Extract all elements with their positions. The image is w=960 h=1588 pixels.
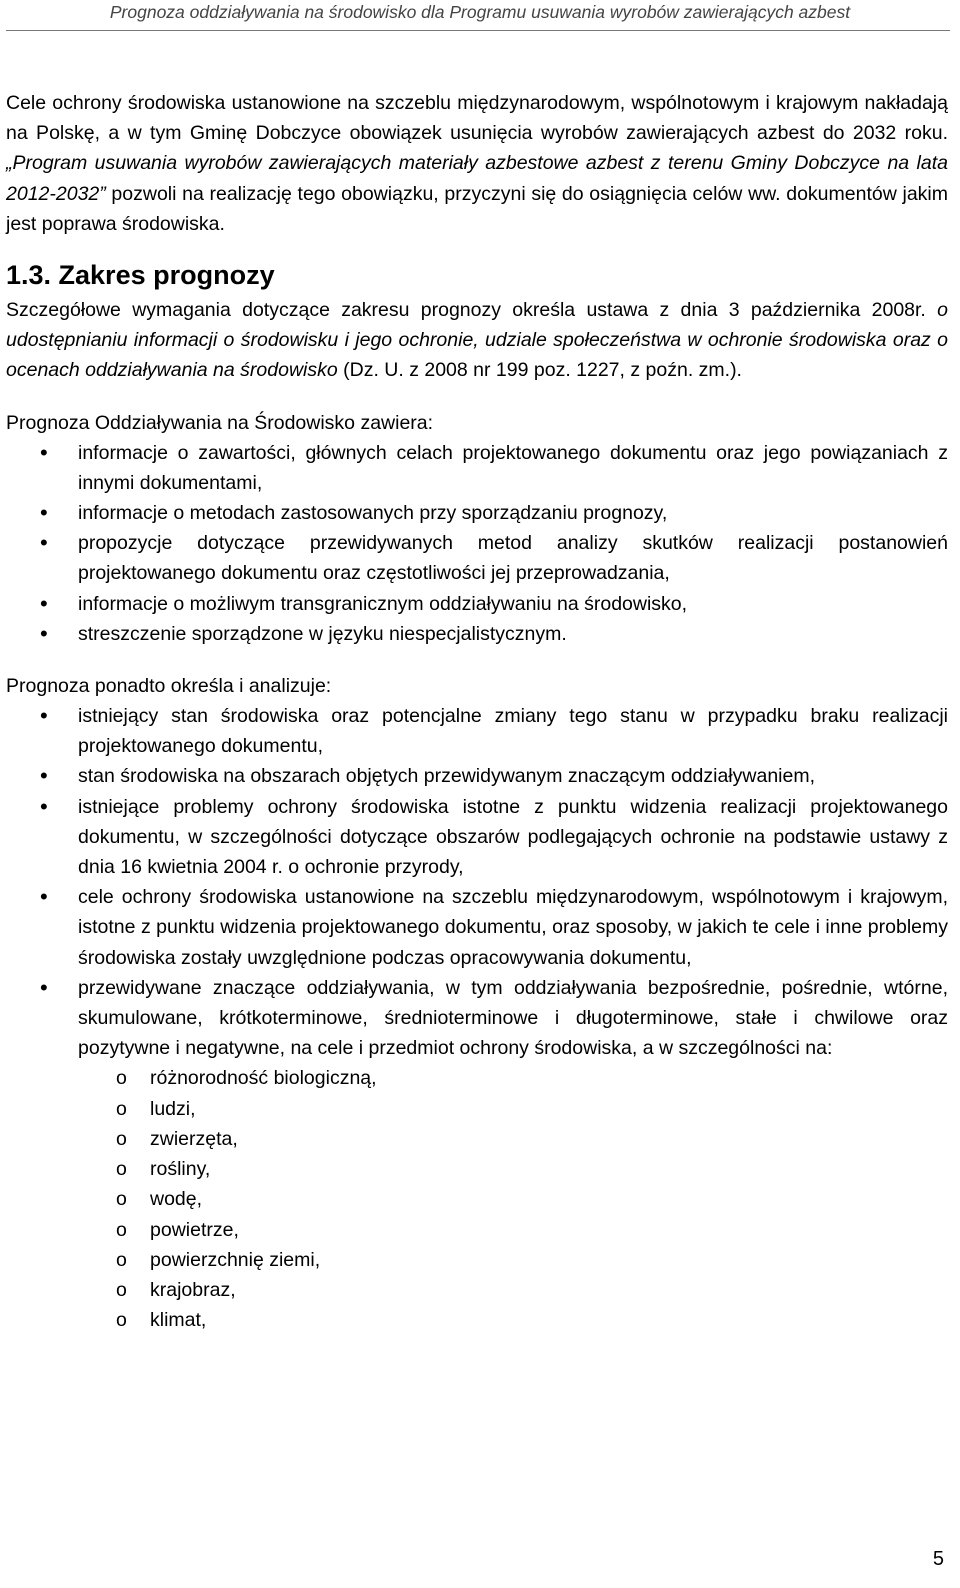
circle-bullet-icon: o (116, 1158, 127, 1181)
page-number: 5 (932, 1548, 944, 1570)
circle-bullet-icon: o (116, 1067, 127, 1090)
circle-bullet-icon: o (116, 1248, 127, 1271)
list-item (6, 761, 948, 791)
list-item (6, 973, 948, 1064)
section-paragraph (6, 295, 948, 386)
bullet-icon: • (40, 620, 48, 646)
analyzes-list (6, 701, 948, 1063)
sub-list-item (6, 1245, 948, 1275)
circle-bullet-icon: o (116, 1127, 127, 1150)
sub-list-item (6, 1184, 948, 1214)
circle-bullet-icon: o (116, 1309, 127, 1332)
list-item (6, 589, 948, 619)
sub-list-item-text: klimat, (150, 1309, 207, 1332)
bullet-icon: • (40, 884, 48, 910)
list-item-text: informacje o zawartości, głównych celach projektowanego dokumentu oraz jego powiązaniach z innymi dokumentami, (78, 441, 948, 494)
page-header: Prognoza oddziaływania na środowisko dla Programu usuwania wyrobów zawierających azbest (109, 2, 851, 22)
intro-paragraph (6, 88, 948, 239)
list-item (6, 528, 948, 588)
list-item-text: przewidywane znaczące oddziaływania, w tym oddziaływania bezpośrednie, pośrednie, wtórne, skumulowane, krótkoterminowe, średnioterminowe i długoterminowe, stałe i chwilowe oraz pozytywne i negatywne, na cele i przedmiot ochrony środowiska, a w szczególności na: (78, 976, 948, 1060)
list-item (6, 882, 948, 973)
list-item-text: informacje o możliwym transgranicznym oddziaływaniu na środowisko, (78, 592, 688, 615)
bullet-icon: • (40, 974, 48, 1000)
circle-bullet-icon: o (116, 1188, 127, 1211)
bullet-icon: • (40, 763, 48, 789)
sub-list-item-text: powierzchnię ziemi, (150, 1248, 321, 1271)
program-title: „Program usuwania wyrobów zawierających materiały azbestowe azbest z terenu Gminy Dobczyce na lata 2012-2032” (6, 152, 948, 205)
section-text: Szczegółowe wymagania dotyczące zakresu prognozy określa ustawa z dnia 3 października 2008r. (6, 299, 938, 322)
circle-bullet-icon: o (116, 1218, 127, 1241)
sub-list-item (6, 1154, 948, 1184)
sub-list-item-text: ludzi, (150, 1097, 196, 1120)
bullet-icon: • (40, 500, 48, 526)
list-item-text: istniejący stan środowiska oraz potencjalne zmiany tego stanu w przypadku braku realizacji projektowanego dokumentu, (78, 705, 948, 758)
list-item-text: istniejące problemy ochrony środowiska istotne z punktu widzenia realizacji projektowanego dokumentu, w szczególności dotyczące obszarów podlegających ochronie na podstawie ustawy z dnia 16 kwietnia 2004 r. o ochronie przyrody, (78, 795, 948, 879)
sub-list-item-text: zwierzęta, (150, 1127, 238, 1150)
bullet-icon: • (40, 703, 48, 729)
sub-list-item (6, 1124, 948, 1154)
sub-list-item (6, 1094, 948, 1124)
intro-text-continued: pozwoli na realizację tego obowiązku, przyczyni się do osiągnięcia celów ww. dokumentów jakim jest poprawa środowiska. (6, 182, 948, 235)
section-text-continued: (Dz. U. z 2008 nr 199 poz. 1227, z poźn. zm.). (337, 359, 742, 382)
list-item (6, 498, 948, 528)
list-item-text: streszczenie sporządzone w języku niespecjalistycznym. (78, 622, 567, 645)
document-body (6, 88, 948, 1335)
sub-list-item (6, 1305, 948, 1335)
circle-bullet-icon: o (116, 1278, 127, 1301)
sub-list-item (6, 1275, 948, 1305)
impact-targets-list (6, 1063, 948, 1335)
list-item (6, 792, 948, 883)
bullet-icon: • (40, 590, 48, 616)
sub-list-item-text: rośliny, (150, 1158, 211, 1181)
list-item-text: propozycje dotyczące przewidywanych metod analizy skutków realizacji postanowień projektowanego dokumentu oraz częstotliwości jej przeprowadzania, (78, 532, 948, 585)
sub-list-item-text: wodę, (150, 1188, 203, 1211)
contains-lead: Prognoza Oddziaływania na Środowisko zawiera: (6, 411, 434, 434)
list-item-text: informacje o metodach zastosowanych przy sporządzaniu prognozy, (78, 502, 668, 525)
list-item-text: cele ochrony środowiska ustanowione na szczeblu międzynarodowym, wspólnotowym i krajowym, istotne z punktu widzenia projektowanego dokumentu, oraz sposoby, w jakich te cele i inne problemy środowiska zostały uwzględnione podczas opracowywania dokumentu, (78, 886, 948, 969)
section-heading: 1.3. Zakres prognozy (6, 260, 275, 291)
sub-list-item-text: powietrze, (150, 1218, 239, 1241)
bullet-icon: • (40, 439, 48, 465)
sub-list-item (6, 1063, 948, 1093)
list-item (6, 701, 948, 761)
sub-list-item-text: krajobraz, (150, 1278, 236, 1301)
intro-text: Cele ochrony środowiska ustanowione na szczeblu międzynarodowym, wspólnotowym i krajowym nakładają na Polskę, a w tym Gminę Dobczyce obowiązek usunięcia wyrobów zawierających azbest do 2032 roku. (6, 92, 948, 145)
contains-list (6, 438, 948, 649)
list-item (6, 438, 948, 498)
act-title: o udostępnianiu informacji o środowisku i jego ochronie, udziale społeczeństwa w ochronie środowiska oraz o ocenach oddziaływania na środowisko (6, 299, 948, 382)
sub-list-item-text: różnorodność biologiczną, (150, 1067, 377, 1090)
header-divider (6, 30, 950, 31)
circle-bullet-icon: o (116, 1097, 127, 1120)
list-item-text: stan środowiska na obszarach objętych przewidywanym znaczącym oddziaływaniem, (78, 765, 816, 788)
sub-list-item (6, 1215, 948, 1245)
analyzes-lead: Prognoza ponadto określa i analizuje: (6, 675, 332, 698)
bullet-icon: • (40, 530, 48, 556)
bullet-icon: • (40, 793, 48, 819)
list-item (6, 619, 948, 649)
